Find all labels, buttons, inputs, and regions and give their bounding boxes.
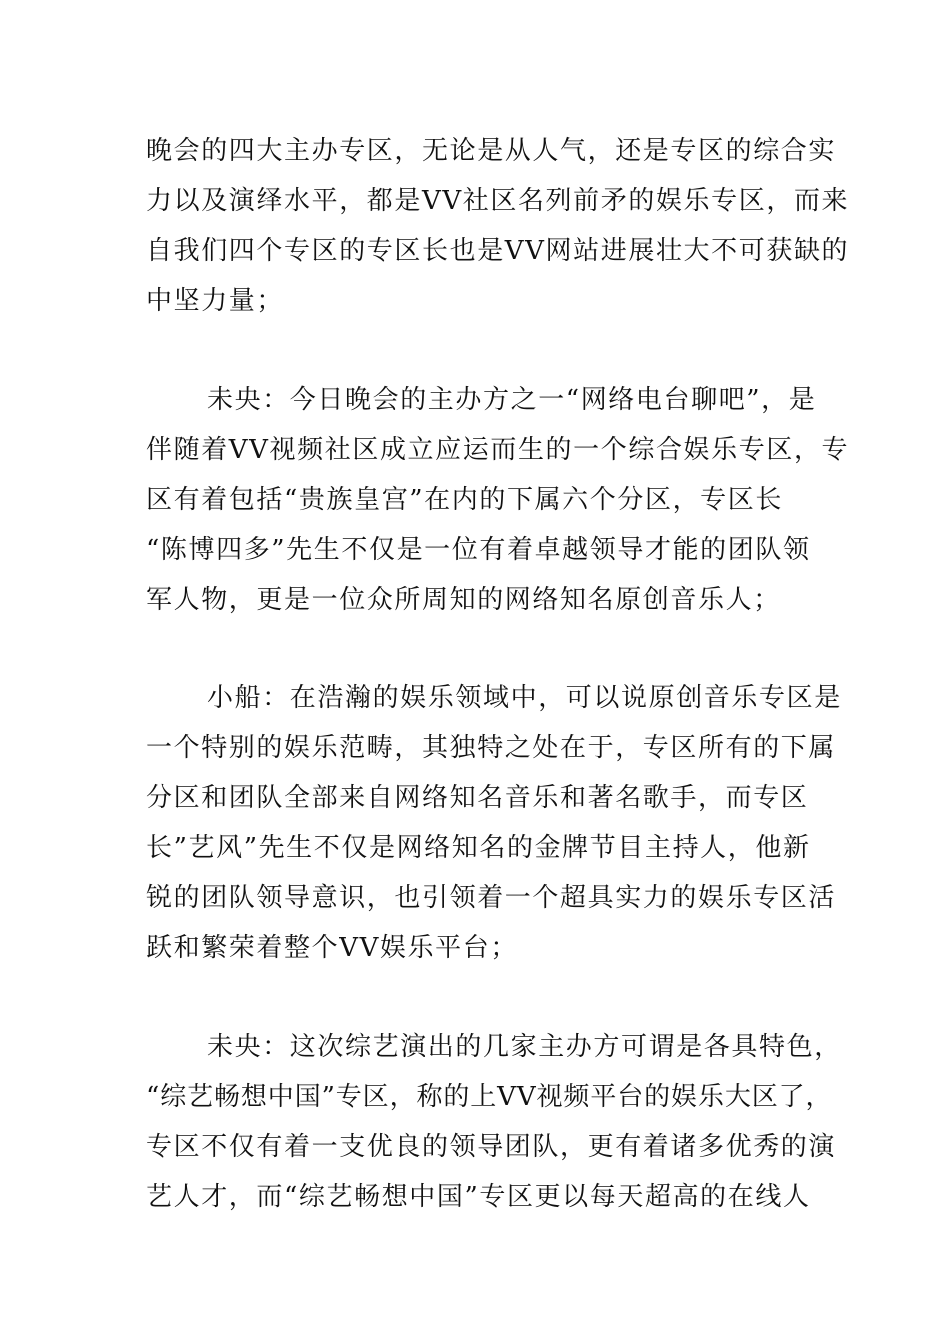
paragraph-2-line-1: 未央：今日晚会的主办方之一“网络电台聊吧”，是 <box>207 385 817 415</box>
paragraph-4-line-3: 专区不仅有着一支优良的领导团队，更有着诸多优秀的演 <box>146 1132 837 1162</box>
paragraph-4-line-1: 未央：这次综艺演出的几家主办方可谓是各具特色， <box>207 1032 842 1062</box>
paragraph-2-line-4: “陈博四多”先生不仅是一位有着卓越领导才能的团队领 <box>146 535 811 565</box>
paragraph-1-line-3: 自我们四个专区的专区长也是VV网站进展壮大不可获缺的 <box>146 236 850 266</box>
paragraph-3-line-5: 锐的团队领导意识，也引领着一个超具实力的娱乐专区活 <box>146 883 837 913</box>
paragraph-3-line-1: 小船：在浩瀚的娱乐领域中，可以说原创音乐专区是 <box>207 683 842 713</box>
paragraph-3-line-3: 分区和团队全部来自网络知名音乐和著名歌手，而专区 <box>146 783 809 813</box>
paragraph-1-line-1: 晚会的四大主办专区，无论是从人气，还是专区的综合实 <box>146 136 837 166</box>
paragraph-1-line-4: 中坚力量； <box>146 286 285 316</box>
paragraph-2-line-3: 区有着包括“贵族皇宫”在内的下属六个分区，专区长 <box>146 485 783 515</box>
paragraph-1-line-2: 力以及演绎水平，都是VV社区名列前矛的娱乐专区，而来 <box>146 186 850 216</box>
paragraph-3-line-4: 长”艺风”先生不仅是网络知名的金牌节目主持人，他新 <box>146 833 811 863</box>
paragraph-2-line-5: 军人物，更是一位众所周知的网络知名原创音乐人； <box>146 585 781 615</box>
paragraph-3-line-6: 跃和繁荣着整个VV娱乐平台； <box>146 933 518 963</box>
paragraph-4-line-2: “综艺畅想中国”专区，称的上VV视频平台的娱乐大区了， <box>146 1082 833 1112</box>
paragraph-4-line-4: 艺人才，而“综艺畅想中国”专区更以每天超高的在线人 <box>146 1182 811 1212</box>
paragraph-2-line-2: 伴随着VV视频社区成立应运而生的一个综合娱乐专区，专 <box>146 435 850 465</box>
paragraph-3-line-2: 一个特别的娱乐范畴，其独特之处在于，专区所有的下属 <box>146 733 837 763</box>
